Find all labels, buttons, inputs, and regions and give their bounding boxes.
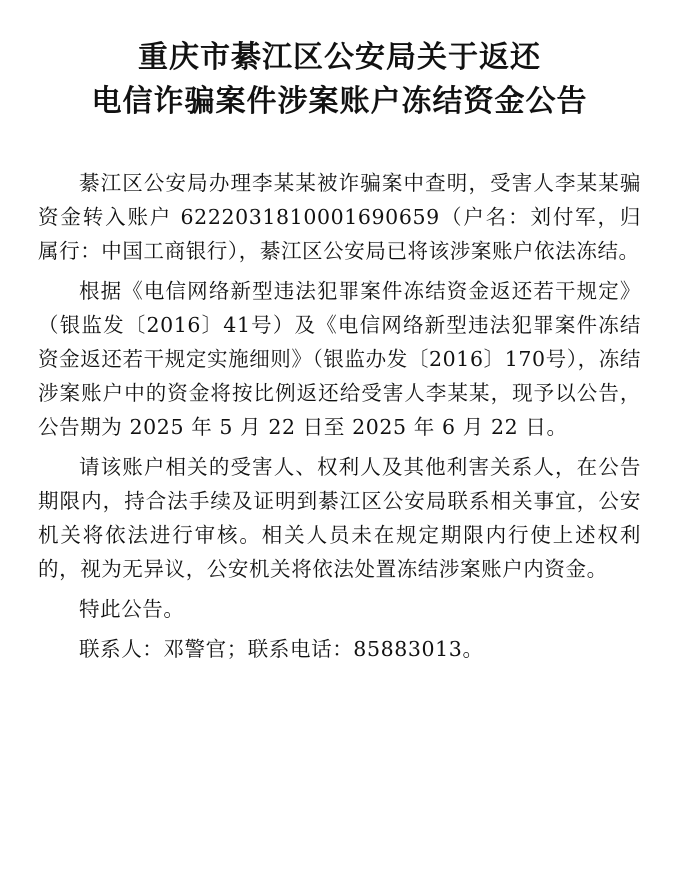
- paragraph-legal-basis: 根据《电信网络新型违法犯罪案件冻结资金返还若干规定》（银监发〔2016〕41号）及《电信网络新型违法犯罪案件冻结资金返还若干规定实施细则》（银监办发〔2016〕170号），冻结涉案账户中的资金将按比例返还给受害人李某某，现予以公告，公告期为 2025 年 5 月 22 日至 2025 年 6 月 22 日。: [38, 279, 641, 439]
- notice-title: [38, 36, 641, 124]
- contact-info: 联系人：邓警官；联系电话：85883013。: [79, 637, 484, 661]
- notice-body: [38, 166, 641, 666]
- paragraph-case-facts: 綦江区公安局办理李某某被诈骗案中查明，受害人李某某骗资金转入账户 6222031810001690659（户名：刘付军，归属行：中国工商银行），綦江区公安局已将该涉案账户依法冻结。: [38, 171, 641, 263]
- paragraph-instructions: 请该账户相关的受害人、权利人及其他利害关系人，在公告期限内，持合法手续及证明到綦江区公安局联系相关事宜，公安机关将依法进行审核。相关人员未在规定期限内行使上述权利的，视为无异议，公安机关将依法处置冻结涉案账户内资金。: [38, 455, 641, 581]
- title-line-1: 重庆市綦江区公安局关于返还: [138, 40, 541, 75]
- title-line-2: 电信诈骗案件涉案账户冻结资金公告: [91, 84, 588, 119]
- paragraph-closing: 特此公告。: [79, 597, 185, 621]
